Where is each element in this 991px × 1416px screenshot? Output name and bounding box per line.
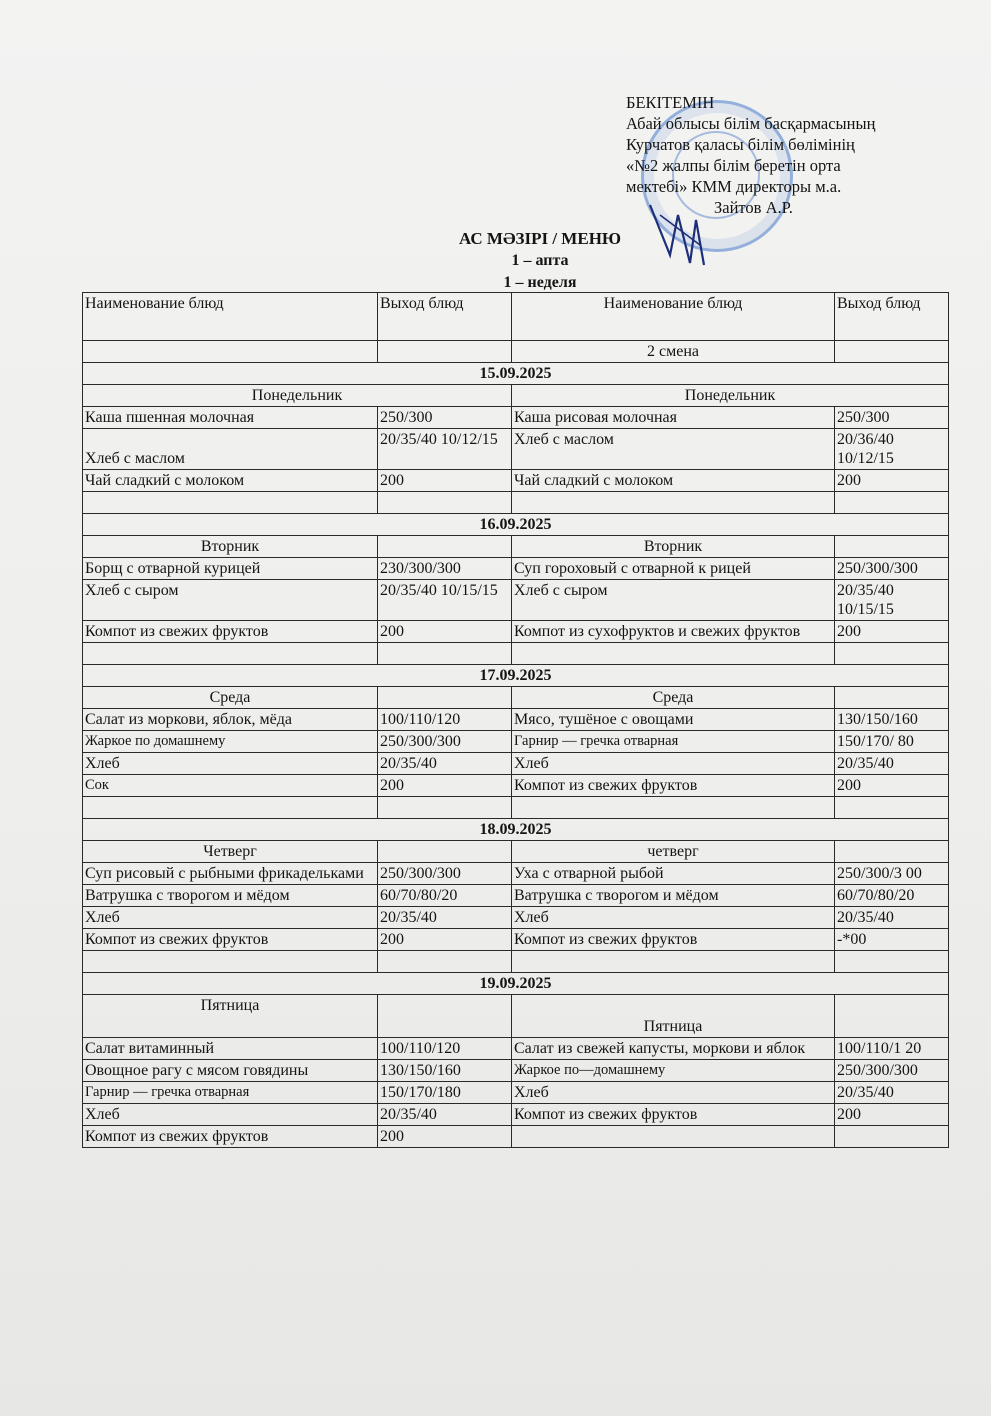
spacer-row [83, 797, 949, 819]
shift-label: 2 смена [512, 341, 835, 363]
menu-row [83, 558, 949, 580]
dish-left: Борщ с отварной курицей [83, 558, 378, 580]
dish-right: Гарнир — гречка отварная [512, 731, 835, 753]
day-left: Пятница [83, 995, 378, 1038]
portion-left: 200 [378, 1126, 512, 1148]
portion-left: 150/170/180 [378, 1082, 512, 1104]
portion-left: 250/300/300 [378, 863, 512, 885]
portion-left: 20/35/40 10/15/15 [378, 580, 512, 621]
dish-left: Каша пшенная молочная [83, 407, 378, 429]
date-cell: 18.09.2025 [83, 819, 949, 841]
menu-row [83, 885, 949, 907]
portion-right: 150/170/ 80 [835, 731, 949, 753]
header-row [83, 293, 949, 341]
dish-left: Компот из свежих фруктов [83, 1126, 378, 1148]
day-row [83, 536, 949, 558]
approval-block [626, 92, 946, 218]
dish-right [512, 1126, 835, 1148]
portion-right: 20/35/40 [835, 753, 949, 775]
week-ru: 1 – неделя [503, 274, 577, 291]
dish-left: Жаркое по домашнему [83, 731, 378, 753]
portion-right: 200 [835, 775, 949, 797]
dish-left: Гарнир — гречка отварная [83, 1082, 378, 1104]
dish-right: Салат из свежей капусты, моркови и яблок [512, 1038, 835, 1060]
dish-right: Уха с отварной рыбой [512, 863, 835, 885]
portion-right: 200 [835, 1104, 949, 1126]
portion-left: 100/110/120 [378, 1038, 512, 1060]
date-cell: 17.09.2025 [83, 665, 949, 687]
menu-row [83, 429, 949, 470]
header-portion-2: Выход блюд [835, 293, 949, 341]
dish-right: Компот из свежих фруктов [512, 929, 835, 951]
header-dish-name-2: Наименование блюд [512, 293, 835, 341]
dish-right: Мясо, тушёное с овощами [512, 709, 835, 731]
dish-left: Хлеб [83, 753, 378, 775]
menu-row [83, 929, 949, 951]
portion-right: 250/300 [835, 407, 949, 429]
portion-left: 250/300 [378, 407, 512, 429]
dish-right: Каша рисовая молочная [512, 407, 835, 429]
portion-left: 200 [378, 929, 512, 951]
dish-right: Хлеб [512, 753, 835, 775]
portion-right: 20/36/40 10/12/15 [835, 429, 949, 470]
day-row [83, 995, 949, 1038]
dish-left: Хлеб с сыром [83, 580, 378, 621]
day-row [83, 841, 949, 863]
date-cell: 19.09.2025 [83, 973, 949, 995]
day-right: Среда [512, 687, 835, 709]
dish-right: Жаркое по—домашнему [512, 1060, 835, 1082]
dish-right: Хлеб с сыром [512, 580, 835, 621]
dish-right: Чай сладкий с молоком [512, 470, 835, 492]
menu-row [83, 753, 949, 775]
approval-line-2: Курчатов қаласы білім бөлімінің [626, 135, 855, 154]
day-row [83, 687, 949, 709]
dish-left: Чай сладкий с молоком [83, 470, 378, 492]
menu-row [83, 621, 949, 643]
day-left: Понедельник [83, 385, 512, 407]
day-right: Понедельник [512, 385, 949, 407]
dish-left: Салат витаминный [83, 1038, 378, 1060]
date-row [83, 973, 949, 995]
dish-left: Компот из свежих фруктов [83, 929, 378, 951]
date-row [83, 363, 949, 385]
day-left: Вторник [83, 536, 378, 558]
dish-right: Компот из свежих фруктов [512, 775, 835, 797]
dish-left: Овощное рагу с мясом говядины [83, 1060, 378, 1082]
portion-left: 200 [378, 621, 512, 643]
portion-right: 20/35/40 [835, 1082, 949, 1104]
portion-left: 20/35/40 10/12/15 [378, 429, 512, 470]
portion-right: 250/300/300 [835, 1060, 949, 1082]
portion-right: 130/150/160 [835, 709, 949, 731]
dish-left: Ватрушка с творогом и мёдом [83, 885, 378, 907]
menu-row [83, 1082, 949, 1104]
portion-right [835, 1126, 949, 1148]
menu-row [83, 863, 949, 885]
dish-left: Компот из свежих фруктов [83, 621, 378, 643]
spacer-row [83, 492, 949, 514]
dish-left: Хлеб с маслом [83, 429, 378, 470]
menu-table [82, 292, 949, 1148]
date-row [83, 819, 949, 841]
menu-title: АС МӘЗІРІ / МЕНЮ [458, 229, 622, 248]
date-cell: 16.09.2025 [83, 514, 949, 536]
day-row [83, 385, 949, 407]
portion-right: 100/110/1 20 [835, 1038, 949, 1060]
week-kz: 1 – апта [511, 252, 569, 269]
dish-left: Суп рисовый с рыбными фрикадельками [83, 863, 378, 885]
portion-right: 200 [835, 621, 949, 643]
portion-right: -*00 [835, 929, 949, 951]
day-left: Среда [83, 687, 378, 709]
portion-right: 250/300/300 [835, 558, 949, 580]
menu-row [83, 1126, 949, 1148]
portion-left: 200 [378, 775, 512, 797]
header-dish-name-1: Наименование блюд [83, 293, 378, 341]
portion-right: 250/300/3 00 [835, 863, 949, 885]
menu-row [83, 731, 949, 753]
menu-row [83, 1104, 949, 1126]
dish-right: Хлеб с маслом [512, 429, 835, 470]
portion-right: 200 [835, 470, 949, 492]
portion-left: 20/35/40 [378, 1104, 512, 1126]
portion-right: 20/35/40 [835, 907, 949, 929]
header-portion-1: Выход блюд [378, 293, 512, 341]
menu-row [83, 907, 949, 929]
portion-left: 230/300/300 [378, 558, 512, 580]
date-cell: 15.09.2025 [83, 363, 949, 385]
approval-line-3: «№2 жалпы білім беретін орта [626, 156, 841, 175]
portion-left: 130/150/160 [378, 1060, 512, 1082]
menu-row [83, 1060, 949, 1082]
approval-signer: Зайтов А.Р. [714, 198, 793, 217]
menu-row [83, 407, 949, 429]
dish-right: Суп гороховый с отварной к рицей [512, 558, 835, 580]
dish-left: Сок [83, 775, 378, 797]
portion-right: 20/35/40 10/15/15 [835, 580, 949, 621]
approval-line-1: Абай облысы білім басқармасының [626, 114, 876, 133]
date-row [83, 514, 949, 536]
menu-row [83, 709, 949, 731]
menu-row [83, 1038, 949, 1060]
menu-row [83, 775, 949, 797]
dish-right: Хлеб [512, 1082, 835, 1104]
portion-left: 250/300/300 [378, 731, 512, 753]
spacer-row [83, 951, 949, 973]
shift-row [83, 341, 949, 363]
dish-left: Хлеб [83, 907, 378, 929]
portion-left: 20/35/40 [378, 753, 512, 775]
dish-left: Хлеб [83, 1104, 378, 1126]
approval-heading: БЕКІТЕМІН [626, 93, 715, 112]
day-right: Пятница [512, 995, 835, 1038]
dish-right: Ватрушка с творогом и мёдом [512, 885, 835, 907]
day-right: четверг [512, 841, 835, 863]
portion-left: 100/110/120 [378, 709, 512, 731]
day-left: Четверг [83, 841, 378, 863]
portion-right: 60/70/80/20 [835, 885, 949, 907]
portion-left: 60/70/80/20 [378, 885, 512, 907]
portion-left: 20/35/40 [378, 907, 512, 929]
approval-line-4: мектебі» КММ директоры м.а. [626, 177, 842, 196]
date-row [83, 665, 949, 687]
portion-left: 200 [378, 470, 512, 492]
dish-right: Хлеб [512, 907, 835, 929]
day-right: Вторник [512, 536, 835, 558]
menu-row [83, 470, 949, 492]
dish-right: Компот из сухофруктов и свежих фруктов [512, 621, 835, 643]
dish-right: Компот из свежих фруктов [512, 1104, 835, 1126]
spacer-row [83, 643, 949, 665]
menu-row [83, 580, 949, 621]
dish-left: Салат из моркови, яблок, мёда [83, 709, 378, 731]
